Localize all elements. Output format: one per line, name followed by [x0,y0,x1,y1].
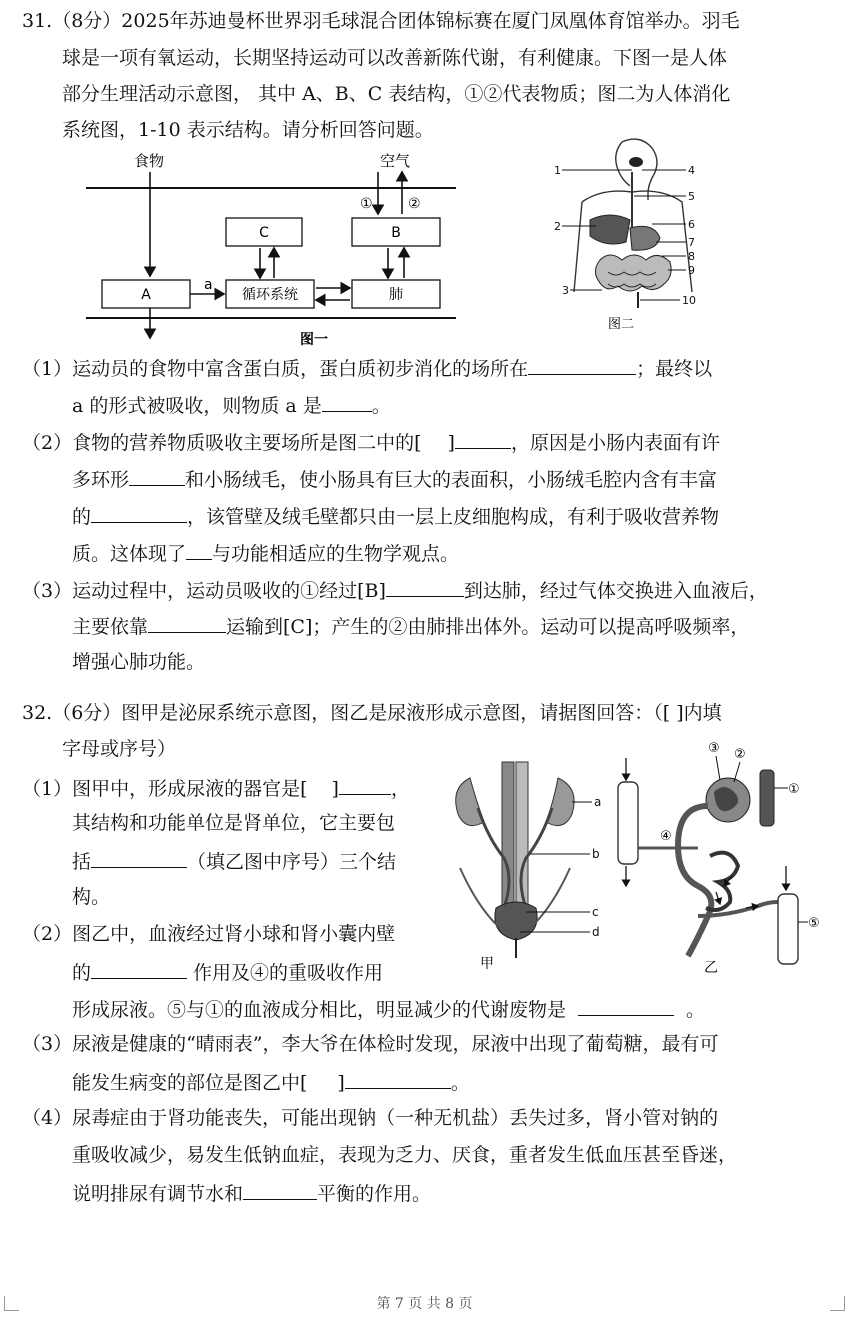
q31-sub3-line3: 增强心肺功能。 [72,651,206,673]
figure-yi-urine-formation [608,736,828,976]
q31-line-1: 31.（8分）2025年苏迪曼杯世界羽毛球混合团体锦标赛在厦门凤凰体育馆举办。羽毛 [22,10,740,32]
svg-text:9: 9 [688,264,695,277]
q32-sub4-line1: （4）尿毒症由于肾功能丧失，可能出现钠（一种无机盐）丢失过多，肾小管对钠的 [22,1107,719,1129]
svg-text:10: 10 [682,294,696,307]
figure-2-caption: 图二 [608,317,635,332]
figure-1-diagram [80,148,470,348]
answer-blank[interactable] [91,958,187,979]
answer-blank[interactable] [91,502,187,523]
a-label: a [204,277,213,293]
svg-text:肺: 肺 [389,287,403,303]
svg-text:①: ① [788,782,800,797]
q32-line-2: 字母或序号） [62,738,177,760]
substance-1-label: ① [360,196,373,212]
svg-text:6: 6 [688,218,695,231]
svg-text:b: b [592,847,600,861]
svg-text:c: c [592,905,599,919]
answer-blank[interactable] [528,354,636,375]
figure-yi-caption: 乙 [704,960,718,976]
svg-text:A: A [141,287,151,303]
svg-text:d: d [592,925,600,939]
q32-sub4-line2: 重吸收减少，易发生低钠血症，表现为乏力、厌食，重者发生低血压甚至昏迷， [72,1144,738,1166]
svg-text:a: a [594,795,602,809]
svg-text:C: C [259,225,269,241]
q31-sub2-line3: 的 ，该管壁及绒毛壁都只由一层上皮细胞构成，有利于吸收营养物 [72,502,719,530]
svg-text:8: 8 [688,250,695,263]
q32-sub4-line3: 说明排尿有调节水和 平衡的作用。 [72,1179,431,1207]
q31-sub2-line4: 质。这体现了 与功能相适应的生物学观点。 [72,539,459,567]
answer-blank[interactable] [455,428,511,449]
figure-1-caption: 图一 [300,332,328,348]
svg-text:3: 3 [562,284,569,297]
food-label: 食物 [134,152,165,170]
q32-sub2-line1: （2）图乙中，血液经过肾小球和肾小囊内壁 [22,923,396,945]
q31-sub3-line2: 主要依靠 运输到[C]；产生的②由肺排出体外。运动可以提高呼吸频率， [72,612,749,640]
svg-text:③: ③ [708,741,720,756]
answer-blank[interactable] [148,612,226,633]
answer-blank[interactable] [578,995,674,1016]
q32-sub1-line1: （1）图甲中，形成尿液的器官是[ ] ， [22,774,410,802]
figure-jia-urinary-system [440,758,610,973]
svg-text:⑤: ⑤ [808,916,820,931]
q31-line-2: 球是一项有氧运动，长期坚持运动可以改善新陈代谢，有利健康。下图一是人体 [62,47,728,69]
substance-2-label: ② [408,196,421,212]
svg-text:④: ④ [660,829,672,844]
q32-sub2-line2: 的 作用及④的重吸收作用 [72,958,383,986]
answer-blank[interactable] [91,847,187,868]
svg-text:2: 2 [554,220,561,233]
q32-sub3-line1: （3）尿液是健康的“晴雨表”，李大爷在体检时发现，尿液中出现了葡萄糖，最有可 [22,1033,719,1055]
figure-jia-caption: 甲 [480,956,494,972]
q32-sub1-line3: 括 （填乙图中序号）三个结 [72,847,396,875]
q32-sub1-line4: 构。 [72,886,111,908]
q32-sub1-line2: 其结构和功能单位是肾单位，它主要包 [72,812,396,834]
q31-sub1-line1: （1）运动员的食物中富含蛋白质，蛋白质初步消化的场所在 ；最终以 [22,354,712,382]
svg-text:循环系统: 循环系统 [242,287,298,303]
answer-blank[interactable] [345,1068,451,1089]
svg-text:②: ② [734,747,746,762]
q31-sub3-line1: （3）运动过程中，运动员吸收的①经过[B] 到达肺，经过气体交换进入血液后， [22,576,768,604]
q31-sub1-line2: a 的形式被吸收，则物质 a 是 。 [72,391,391,419]
air-label: 空气 [380,152,411,170]
svg-text:4: 4 [688,164,695,177]
svg-text:1: 1 [554,164,561,177]
answer-blank[interactable] [322,391,372,412]
svg-text:7: 7 [688,236,695,249]
q32-sub2-line3: 形成尿液。⑤与①的血液成分相比，明显减少的代谢废物是 。 [72,995,705,1023]
q31-sub2-line1: （2）食物的营养物质吸收主要场所是图二中的[ ] ，原因是小肠内表面有许 [22,428,720,456]
figure-2-digestive-system [552,132,712,337]
answer-blank[interactable] [129,465,185,486]
answer-blank[interactable] [243,1179,317,1200]
svg-text:5: 5 [688,190,695,203]
page-number: 第 7 页 共 8 页 [376,1296,473,1312]
q31-line-3: 部分生理活动示意图， 其中 A、B、C 表结构，①②代表物质；图二为人体消化 [62,83,731,105]
answer-blank[interactable] [339,774,391,795]
answer-blank[interactable] [386,576,464,597]
q32-line-1: 32.（6分）图甲是泌尿系统示意图，图乙是尿液形成示意图，请据图回答：（[ ]内填 [22,702,722,724]
svg-text:B: B [391,225,401,241]
q31-sub2-line2: 多环形 和小肠绒毛，使小肠具有巨大的表面积，小肠绒毛腔内含有丰富 [72,465,717,493]
q32-sub3-line2: 能发生病变的部位是图乙中[ ] 。 [72,1068,470,1096]
q31-line-4: 系统图，1-10 表示结构。请分析回答问题。 [62,119,434,141]
answer-blank[interactable] [186,539,212,560]
